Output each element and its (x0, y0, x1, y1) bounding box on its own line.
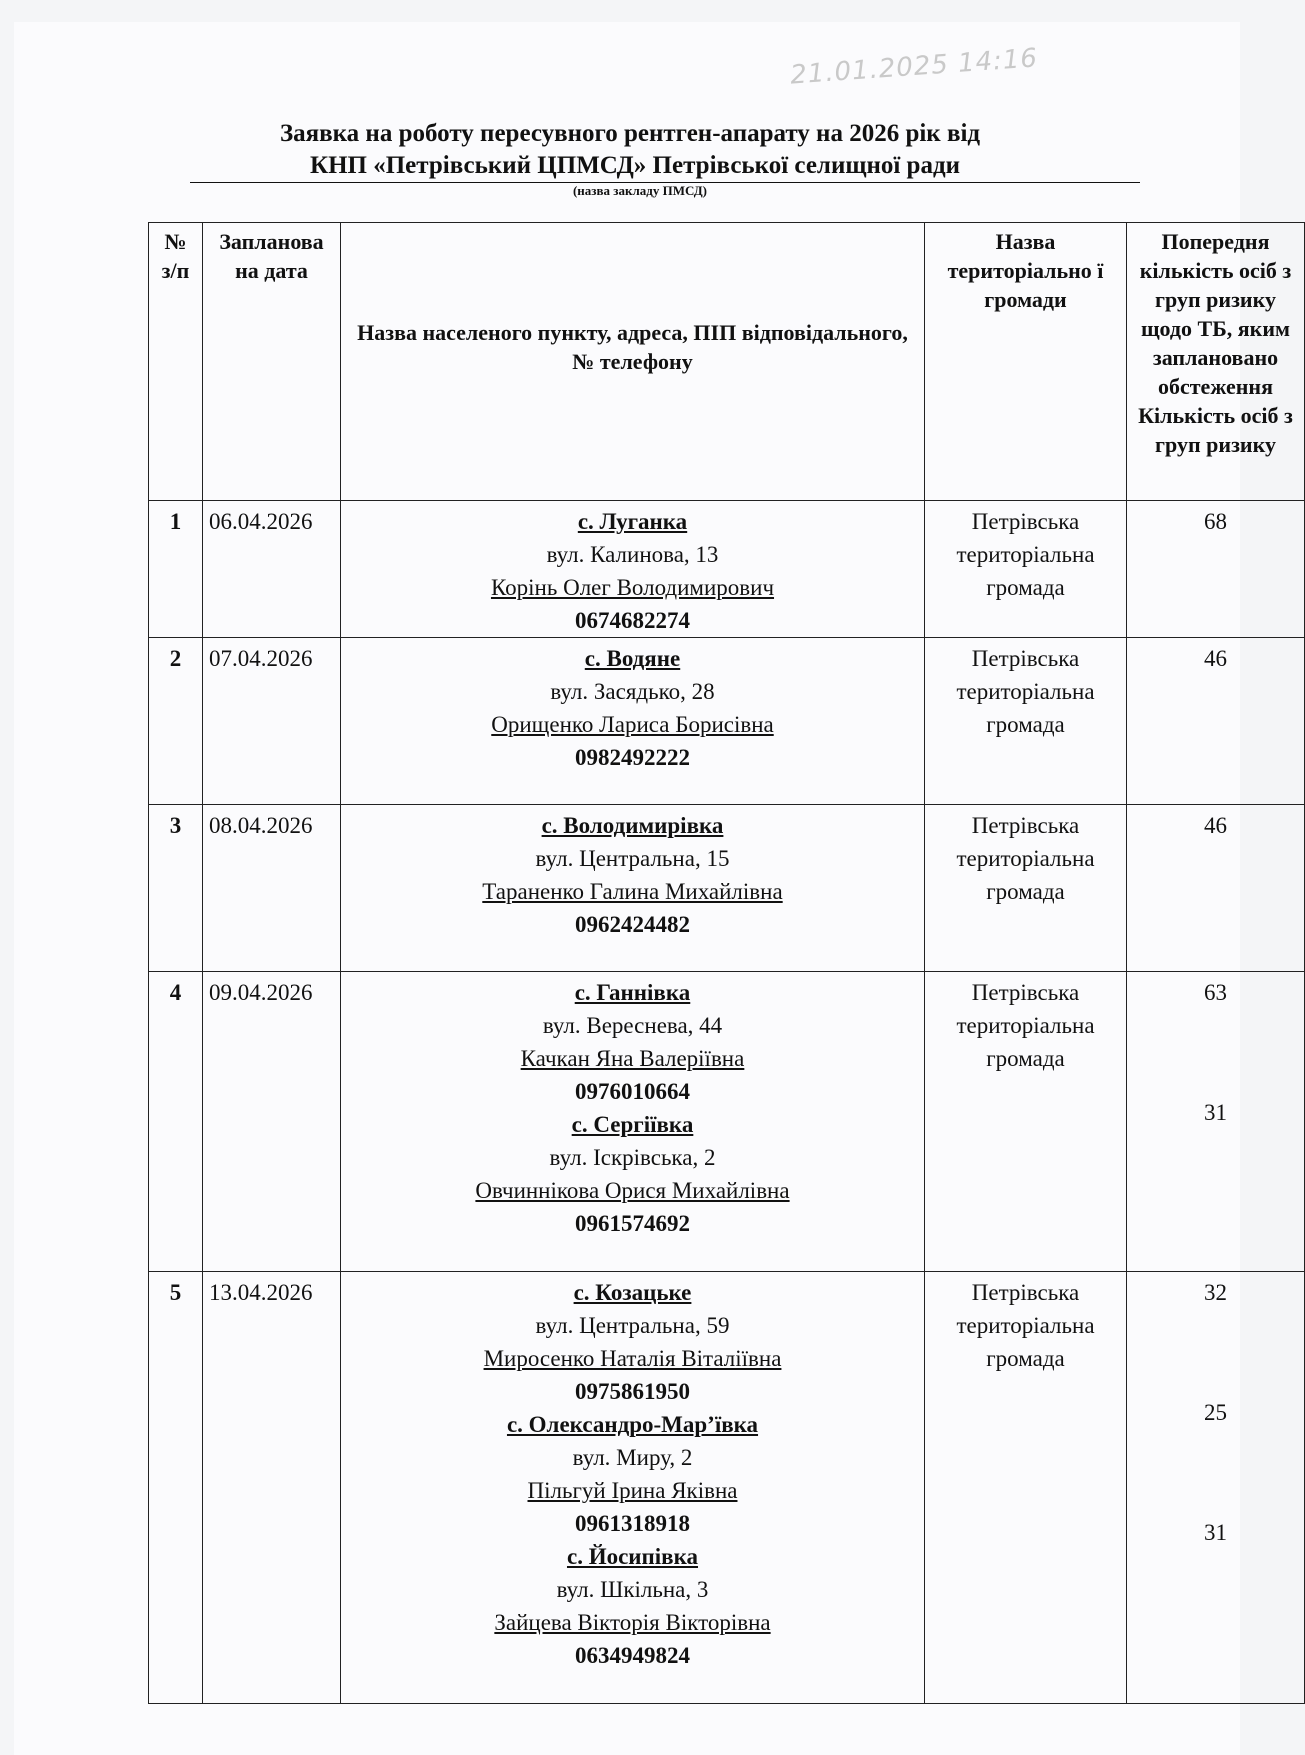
title-line-2: КНП «Петрівський ЦПМСД» Петрівської селищної ради (190, 150, 1140, 183)
table-header-row (149, 223, 1305, 501)
phone-number: 0975861950 (575, 1379, 690, 1404)
street-address: вул. Центральна, 15 (535, 846, 730, 871)
settlement-name: с. Сергіївка (571, 1112, 694, 1137)
responsible-person: Орищенко Лариса Борисівна (491, 712, 774, 737)
phone-number: 0634949824 (575, 1643, 690, 1668)
table-row (149, 805, 1305, 972)
table-row (149, 638, 1305, 805)
document-title (180, 118, 1080, 183)
phone-number: 0961318918 (575, 1511, 690, 1536)
planned-date: 09.04.2026 (203, 972, 341, 1272)
column-header-settlement: Назва населеного пункту, адреса, ПІП відповідального, № телефону (341, 223, 925, 501)
settlement-cell (341, 972, 925, 1272)
risk-count-cell (1127, 638, 1305, 805)
risk-group-count: 32 (1204, 1280, 1227, 1305)
title-subnote: (назва закладу ПМСД) (572, 183, 708, 198)
settlement-cell (341, 501, 925, 638)
settlement-name: с. Козацьке (573, 1280, 692, 1305)
street-address: вул. Миру, 2 (572, 1445, 693, 1470)
risk-group-count: 25 (1204, 1400, 1227, 1425)
street-address: вул. Калинова, 13 (546, 542, 719, 567)
risk-group-count: 31 (1204, 1520, 1227, 1545)
planned-date: 06.04.2026 (203, 501, 341, 638)
title-line-1: Заявка на роботу пересувного рентген-апарату на 2026 рік від (279, 120, 981, 147)
row-number: 3 (149, 805, 203, 972)
column-header-community: Назва територіально ї громади (925, 223, 1127, 501)
planned-date: 07.04.2026 (203, 638, 341, 805)
column-header-count: Попередня кількість осіб з груп ризику щодо ТБ, яким заплановано обстеження Кількість осіб з груп ризику (1127, 223, 1305, 501)
settlement-name: с. Луганка (577, 509, 688, 534)
row-number: 4 (149, 972, 203, 1272)
street-address: вул. Шкільна, 3 (556, 1577, 709, 1602)
phone-number: 0976010664 (575, 1079, 690, 1104)
responsible-person: Зайцева Вікторія Вікторівна (494, 1610, 771, 1635)
handwritten-date-stamp: 21.01.2025 14:16 (789, 43, 1039, 91)
risk-group-count: 31 (1204, 1100, 1227, 1125)
settlement-cell (341, 638, 925, 805)
risk-count-cell (1127, 501, 1305, 638)
risk-count-cell (1127, 972, 1305, 1272)
settlement-name: с. Олександро-Мар’ївка (506, 1412, 759, 1437)
phone-number: 0962424482 (575, 912, 690, 937)
planned-date: 08.04.2026 (203, 805, 341, 972)
phone-number: 0982492222 (575, 745, 690, 770)
responsible-person: Корінь Олег Володимирович (490, 575, 775, 600)
settlement-name: с. Йосипівка (566, 1544, 699, 1569)
responsible-person: Качкан Яна Валеріївна (520, 1046, 745, 1071)
column-header-number: № з/п (149, 223, 203, 501)
column-header-date: Запланова на дата (203, 223, 341, 501)
table-row (149, 501, 1305, 638)
risk-count-cell (1127, 1272, 1305, 1704)
row-number: 2 (149, 638, 203, 805)
settlement-name: с. Володимирівка (541, 813, 724, 838)
settlement-cell (341, 1272, 925, 1704)
responsible-person: Овчиннікова Орися Михайлівна (475, 1178, 790, 1203)
planned-date: 13.04.2026 (203, 1272, 341, 1704)
community-name: Петрівська територіальна громада (925, 972, 1127, 1272)
community-name: Петрівська територіальна громада (925, 501, 1127, 638)
responsible-person: Миросенко Наталія Віталіївна (483, 1346, 782, 1371)
table-row (149, 972, 1305, 1272)
phone-number: 0674682274 (575, 608, 690, 633)
community-name: Петрівська територіальна громада (925, 805, 1127, 972)
risk-count-cell (1127, 805, 1305, 972)
community-name: Петрівська територіальна громада (925, 638, 1127, 805)
street-address: вул. Центральна, 59 (535, 1313, 730, 1338)
risk-group-count: 63 (1204, 980, 1227, 1005)
responsible-person: Тараненко Галина Михайлівна (482, 879, 783, 904)
table-row (149, 1272, 1305, 1704)
risk-group-count: 46 (1204, 813, 1227, 838)
settlement-name: с. Ганнівка (574, 980, 691, 1005)
street-address: вул. Вереснева, 44 (542, 1013, 723, 1038)
settlement-cell (341, 805, 925, 972)
row-number: 1 (149, 501, 203, 638)
community-name: Петрівська територіальна громада (925, 1272, 1127, 1704)
settlement-name: с. Водяне (584, 646, 681, 671)
street-address: вул. Іскрівська, 2 (549, 1145, 716, 1170)
phone-number: 0961574692 (575, 1211, 690, 1236)
row-number: 5 (149, 1272, 203, 1704)
responsible-person: Пільгуй Ірина Яківна (527, 1478, 738, 1503)
risk-group-count: 68 (1204, 509, 1227, 534)
risk-group-count: 46 (1204, 646, 1227, 671)
schedule-table (148, 222, 1305, 1704)
street-address: вул. Засядько, 28 (550, 679, 715, 704)
